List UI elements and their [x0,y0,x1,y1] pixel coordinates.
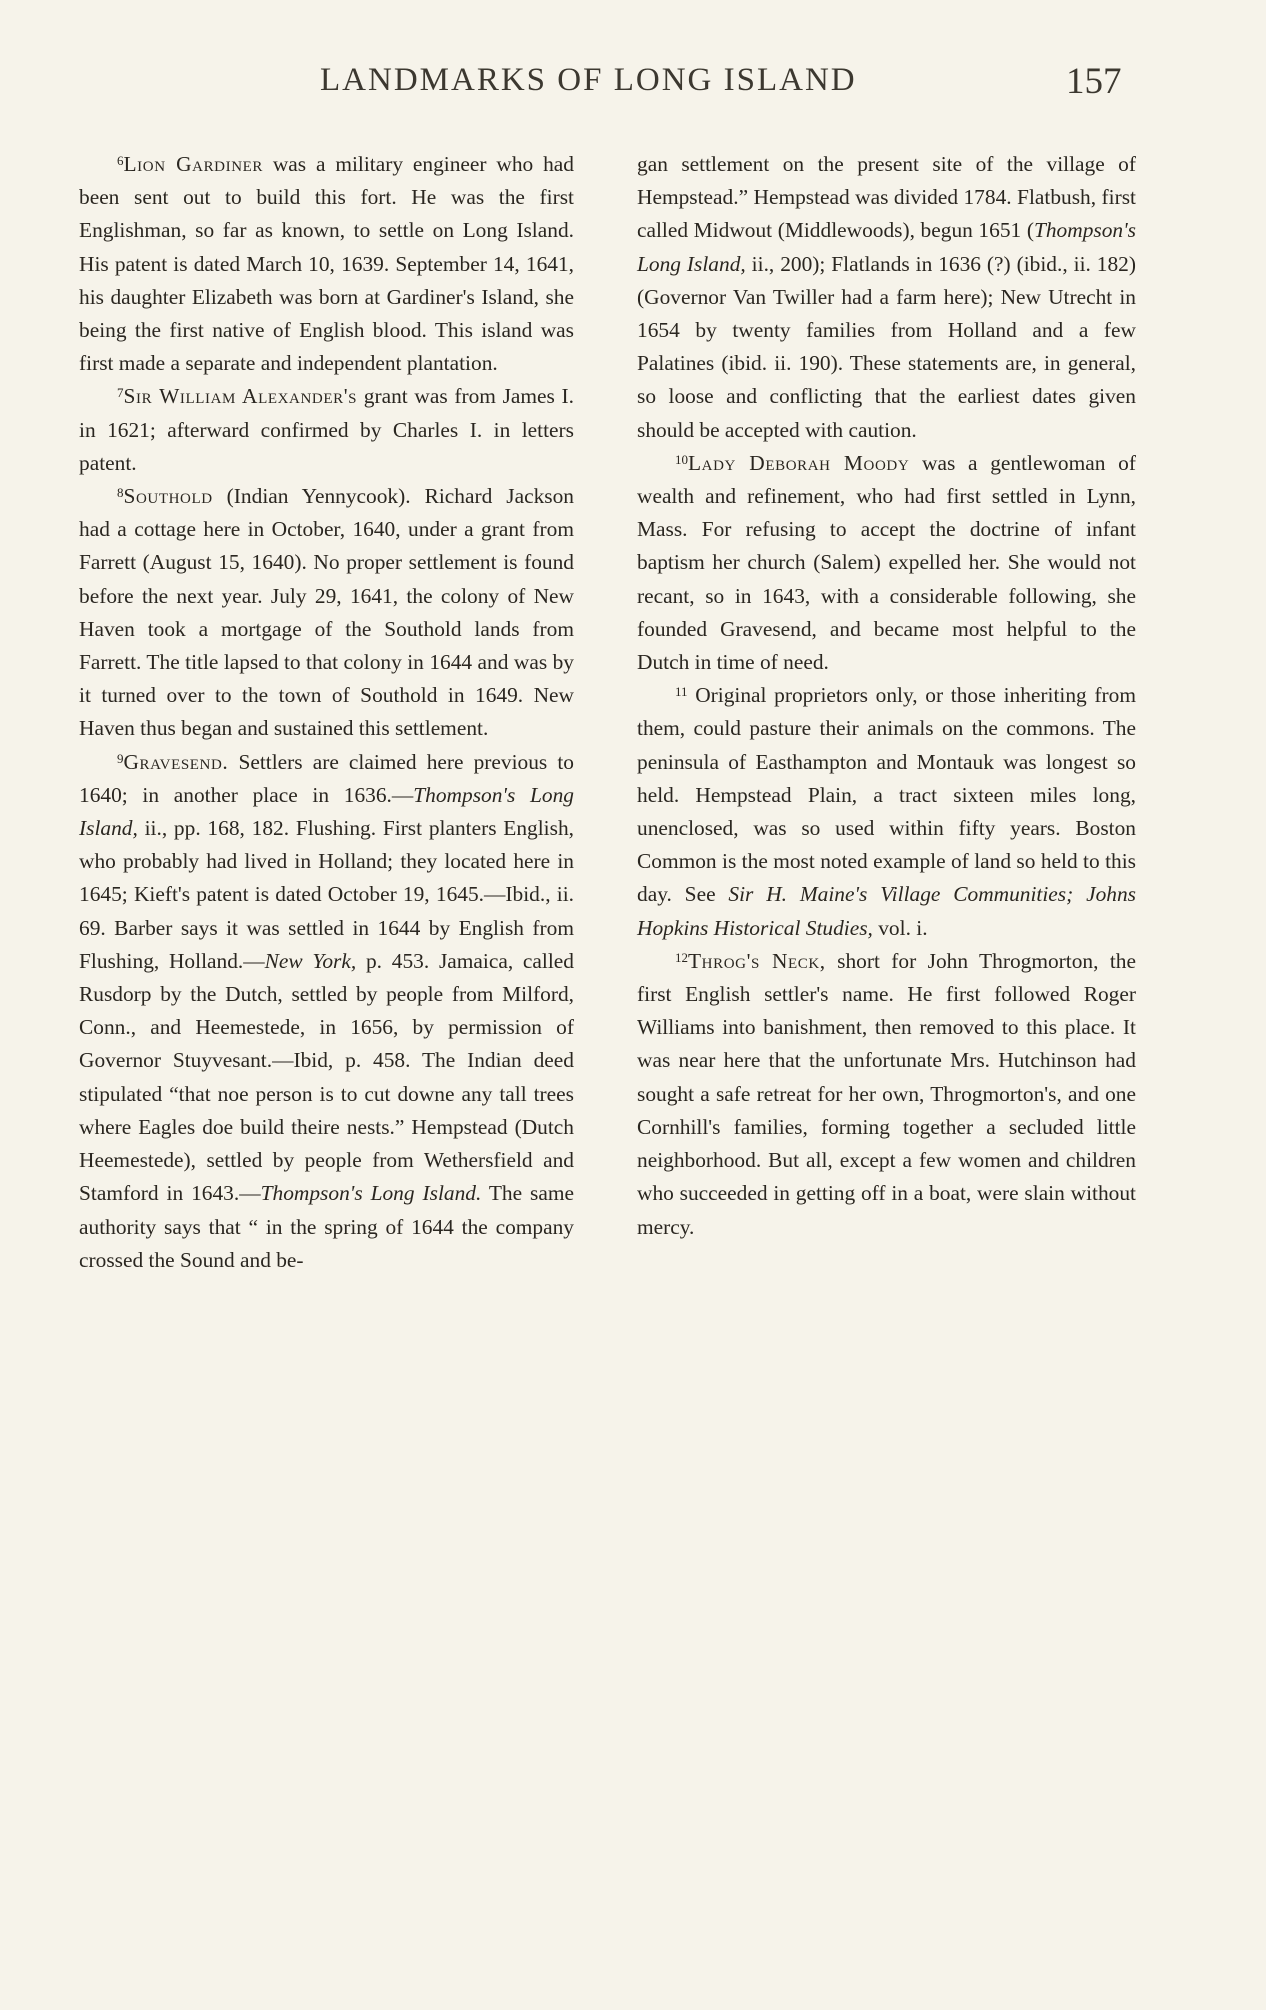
footnote-heading: Throg's Neck, [688,948,826,973]
page-number: 157 [1066,61,1122,102]
footnote-text: ii., pp. 168, 182. Flushing. First planters English, who probably had lived in Holland; they located here in 1645; Kieft's patent is dated October 19, 1645.—Ibid., ii. 69. Barber says it was settled in 1644 by English from Flushing, Holland.— [79,816,574,973]
footnote-text: The same authority says that “ in the spring of 1644 the company crossed the Sound and be- [79,1181,574,1272]
footnote-11 [637,679,1136,945]
footnote-marker: 10 [675,451,688,467]
footnote-6 [79,148,574,380]
footnote-marker: 9 [117,750,124,766]
footnote-text: grant was from James I. in 1621; afterward confirmed by Charles I. in letters patent. [79,384,574,475]
footnote-heading: Lion Gardiner [123,152,263,176]
footnote-marker: 8 [117,485,124,501]
citation: Thompson's Long Island, [637,218,1136,276]
footnote-marker: 6 [117,153,124,168]
footnote-text: vol. i. [872,915,928,940]
citation: Thompson's Long Island. [260,1181,482,1206]
footnote-text: gan settlement on the present site of the village of Hempstead.” Hempstead was divided 1784. Flatbush, first called Midwout (Middlewoods), begun 1651 ( [637,152,1136,243]
footnote-text: (Indian Yennycook). Richard Jackson had a cottage here in October, 1640, under a grant from Farrett (August 15, 1640). No proper settlement is found before the next year. July 29, 1641, the colony of New Haven took a mortgage of the Southold lands from Farrett. The title lapsed to that colony in 1644 and was by it turned over to the town of Southold in 1649. New Haven thus began and sustained this settlement. [79,484,574,741]
footnote-marker: 12 [675,949,688,965]
footnote-text: short for John Throgmorton, the first English settler's name. He first followed Roger Williams into banishment, then removed to this place. It was near here that the unfortunate Mrs. Hutchinson had sought a safe retreat for her own, Throgmorton's, and one Cornhill's families, forming together a secluded little neighborhood. But all, except a few women and children who succeeded in getting off in a boat, were slain without mercy. [637,948,1136,1239]
footnote-8 [79,480,574,746]
footnote-7 [79,380,574,480]
citation: Sir H. Maine's Village Communities; Johns Hopkins Historical Studies, [637,882,1136,940]
footnote-marker: 7 [117,385,124,401]
running-head [0,62,1266,112]
running-title: LANDMARKS OF LONG ISLAND [320,62,857,98]
footnote-text: ii., 200); Flatlands in 1636 (?) (ibid., ii. 182) (Governor Van Twiller had a farm here); New Utrecht in 1654 by twenty families from Holland and a few Palatines (ibid. ii. 190). These statements are, in general, so loose and conflicting that the earliest dates given should be accepted with caution. [637,251,1136,442]
footnote-12 [637,945,1136,1244]
footnote-text: Original proprietors only, or those inheriting from them, could pasture their animals on the commons. The peninsula of Easthampton and Montauk was longest so held. Hempstead Plain, a tract sixteen miles long, unenclosed, was so used within fifty years. Boston Common is the most noted example of land so held to this day. See [637,683,1136,907]
footnote-heading: Gravesend. [123,749,229,774]
footnote-9 [79,746,574,1277]
left-column [79,148,574,1277]
footnote-text: was a military engineer who had been sent out to build this fort. He was the first Englishman, so far as known, to settle on Long Island. His patent is dated March 10, 1639. September 14, 1641, his daughter Elizabeth was born at Gardiner's Island, she being the first native of English blood. This island was first made a separate and independent plantation. [79,152,574,376]
citation: Thompson's Long Island, [79,782,574,841]
footnote-heading: Lady Deborah Moody [688,450,910,475]
footnote-text: was a gentlewoman of wealth and refinement, who had first settled in Lynn, Mass. For refusing to accept the doctrine of infant baptism her church (Salem) expelled her. She would not recant, so in 1643, with a considerable following, she founded Gravesend, and became most helpful to the Dutch in time of need. [637,450,1136,675]
footnote-text: Settlers are claimed here previous to 1640; in another place in 1636.— [79,749,574,807]
footnote-9-continued [637,148,1136,447]
footnote-heading: Sir William Alexander's [123,384,358,409]
footnote-text: p. 453. Jamaica, called Rusdorp by the Dutch, settled by people from Milford, Conn., and Heemestede, in 1656, by permission of Governor Stuyvesant.—Ibid, p. 458. The Indian deed stipulated “that noe person is to cut downe any tall trees where Eagles doe build theire nests.” Hempstead (Dutch Heemestede), settled by people from Wethersfield and Stamford in 1643.— [79,948,574,1206]
citation: New York, [264,948,357,973]
footnote-marker: 11 [675,684,688,700]
footnote-heading: Southold [123,484,213,509]
right-column [637,148,1136,1244]
footnote-10 [637,447,1136,679]
